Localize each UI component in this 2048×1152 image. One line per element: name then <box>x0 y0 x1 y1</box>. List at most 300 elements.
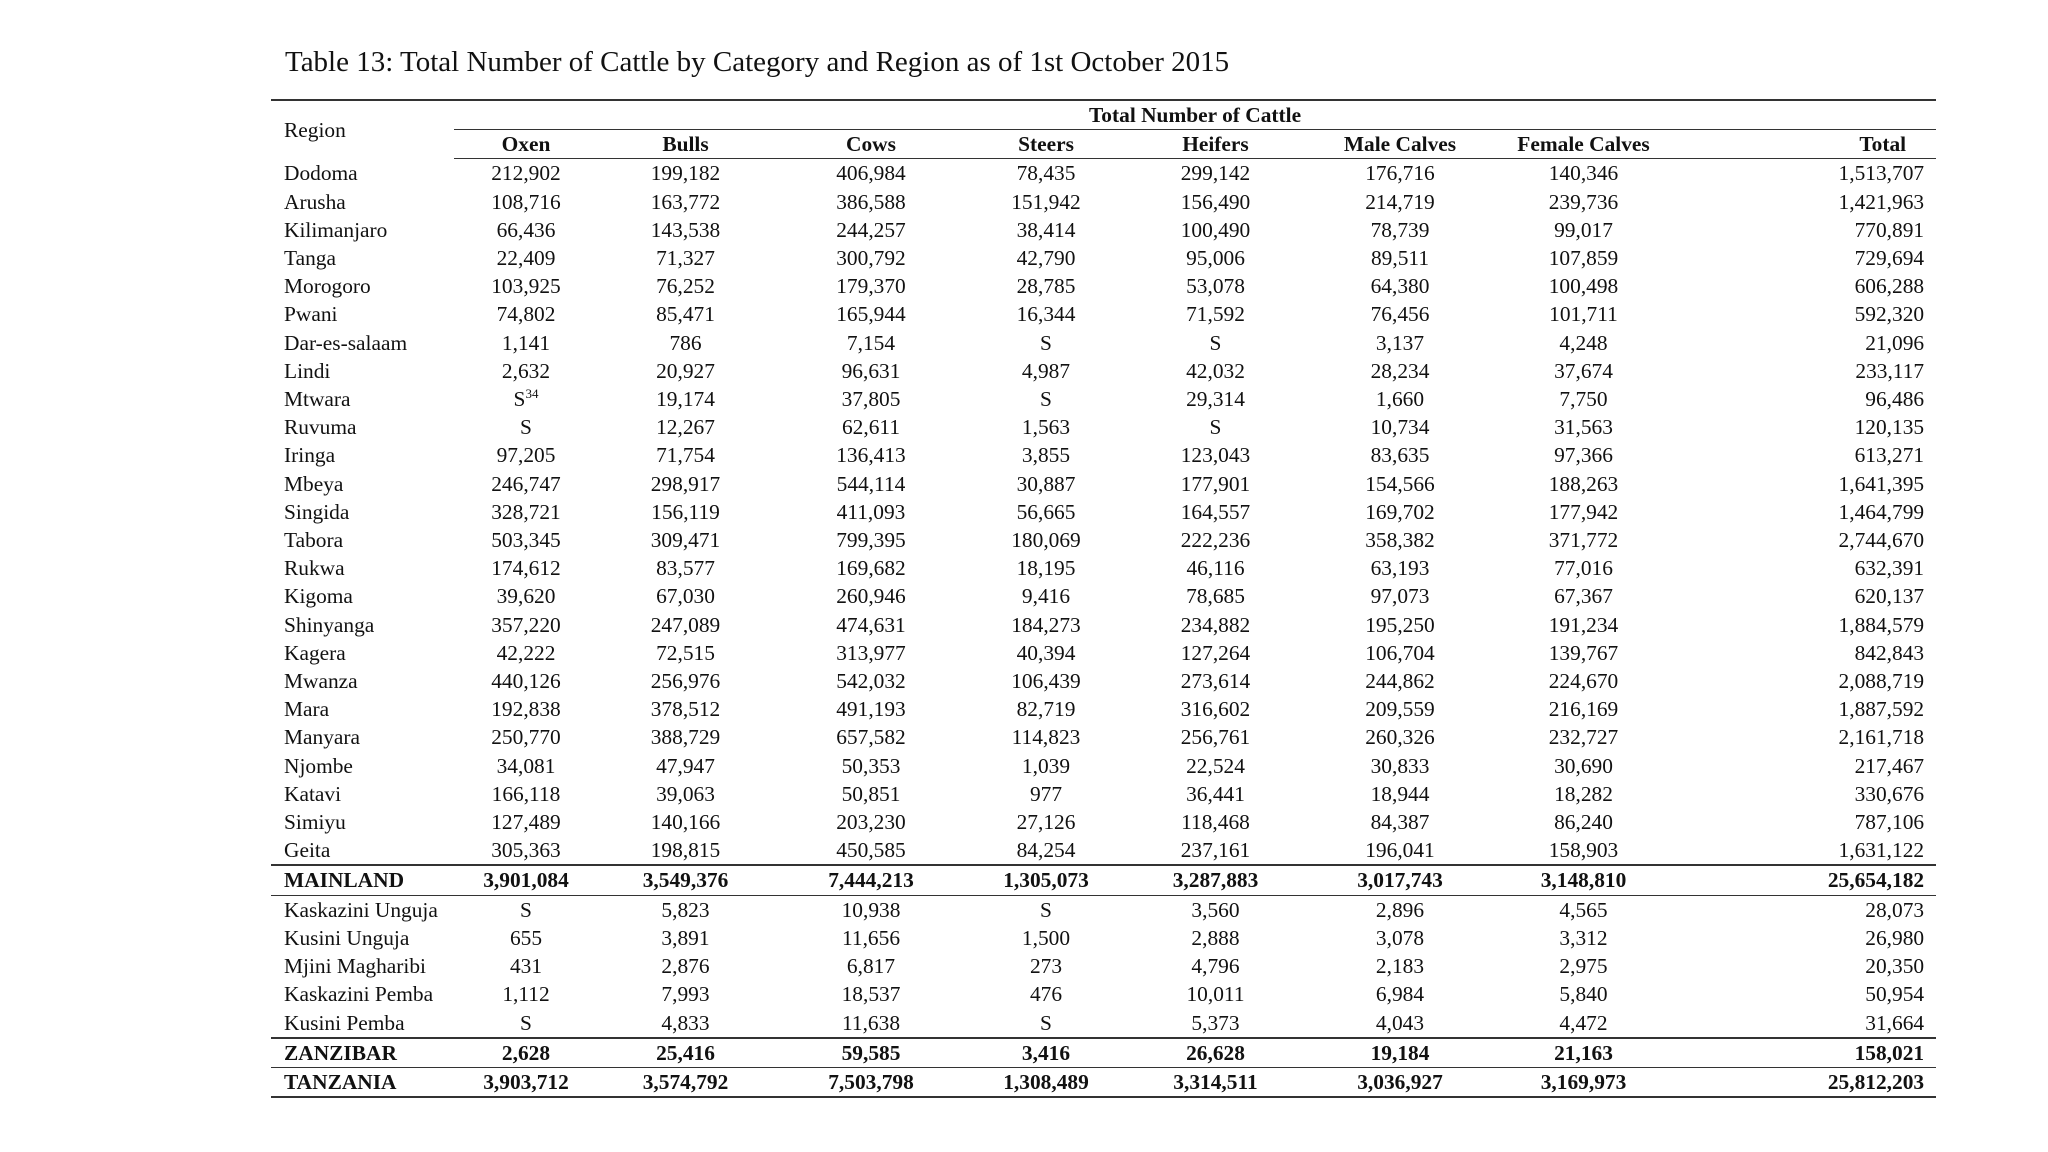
table-cell: 199,182 <box>650 161 721 186</box>
table-cell: 3,036,927 <box>1308 1067 1492 1097</box>
table-row <box>271 188 1936 216</box>
table-cell: 100,490 <box>1180 217 1251 242</box>
table-row <box>271 470 1936 498</box>
table-cell: 11,656 <box>841 925 901 950</box>
table-cell: 620,137 <box>1854 584 1925 609</box>
table-cell: 25,416 <box>598 1038 773 1068</box>
region-name: Geita <box>284 838 331 863</box>
table-cell: 30,690 <box>1554 753 1613 778</box>
table-row <box>271 526 1936 554</box>
table-cell: 7,154 <box>846 330 896 355</box>
table-cell: S <box>1040 1010 1052 1035</box>
table-row <box>271 441 1936 469</box>
column-header-female-calves: Female Calves <box>1492 130 1675 159</box>
table-body <box>271 159 1936 1097</box>
table-cell: 95,006 <box>1186 246 1245 271</box>
table-row <box>271 723 1936 751</box>
table-cell: 5,823 <box>661 897 710 922</box>
table-cell: 84,387 <box>1370 810 1430 835</box>
table-cell: 21,096 <box>1865 330 1925 355</box>
table-cell: 20,927 <box>656 358 715 383</box>
table-row <box>271 611 1936 639</box>
table-cell: 29,314 <box>1186 387 1245 412</box>
table-cell: 63,193 <box>1370 556 1430 581</box>
table-cell: 2,876 <box>661 954 710 979</box>
table-cell: 53,078 <box>1186 274 1245 299</box>
table-cell: 143,538 <box>650 217 721 242</box>
table-cell: 18,537 <box>841 982 901 1007</box>
table-cell: 491,193 <box>836 697 906 722</box>
table-cell: 3,078 <box>1375 925 1425 950</box>
region-name: Kigoma <box>284 584 353 609</box>
table-cell: 42,222 <box>496 640 556 665</box>
table-cell: 300,792 <box>836 246 906 271</box>
table-cell: 3,891 <box>661 925 710 950</box>
table-cell: 176,716 <box>1365 161 1435 186</box>
table-cell: 309,471 <box>650 528 721 553</box>
table-cell: 139,767 <box>1548 640 1619 665</box>
table-cell: 842,843 <box>1854 640 1925 665</box>
region-name: Mbeya <box>284 471 344 496</box>
group-header: Total Number of Cattle <box>454 100 1936 130</box>
table-cell: 71,327 <box>656 246 715 271</box>
table-row <box>271 498 1936 526</box>
table-cell: 606,288 <box>1854 274 1925 299</box>
cattle-table <box>271 99 1936 1098</box>
table-cell: 38,414 <box>1016 217 1076 242</box>
region-name: Kusini Unguja <box>284 925 410 950</box>
table-cell: 2,632 <box>501 358 551 383</box>
table-cell: 256,761 <box>1180 725 1251 750</box>
table-cell: 3,312 <box>1559 925 1608 950</box>
table-cell: 2,975 <box>1559 954 1608 979</box>
region-name: Mtwara <box>284 387 351 412</box>
table-cell: 107,859 <box>1548 246 1619 271</box>
table-cell <box>454 385 598 413</box>
table-cell: 158,021 <box>1675 1038 1936 1068</box>
region-column-header: Region <box>271 100 454 159</box>
table-cell: 431 <box>509 954 543 979</box>
table-cell: 357,220 <box>491 612 561 637</box>
table-cell: 3,287,883 <box>1123 865 1308 895</box>
table-cell: 7,444,213 <box>773 865 969 895</box>
table-cell: 234,882 <box>1180 612 1251 637</box>
table-cell: 3,137 <box>1375 330 1425 355</box>
table-cell: 3,560 <box>1191 897 1240 922</box>
table-cell: 18,282 <box>1554 781 1613 806</box>
table-cell: 42,790 <box>1016 246 1076 271</box>
table-cell: 47,947 <box>656 753 715 778</box>
table-cell: 39,063 <box>656 781 715 806</box>
table-cell: 25,654,182 <box>1675 865 1936 895</box>
zanzibar-row <box>271 1038 1936 1068</box>
table-cell: 476 <box>1029 982 1063 1007</box>
table-cell: S <box>520 415 532 440</box>
table-cell: 83,635 <box>1370 443 1430 468</box>
table-cell: 544,114 <box>836 471 906 496</box>
region-name: Mjini Magharibi <box>284 954 426 979</box>
table-cell: 388,729 <box>650 725 721 750</box>
table-row <box>271 272 1936 300</box>
column-header-bulls: Bulls <box>598 130 773 159</box>
table-cell: 4,796 <box>1191 954 1240 979</box>
table-cell: 7,993 <box>661 982 710 1007</box>
table-cell: 12,267 <box>656 415 715 440</box>
region-name: Iringa <box>284 443 336 468</box>
table-cell: 632,391 <box>1854 556 1925 581</box>
table-cell: 140,166 <box>650 810 721 835</box>
table-cell: 74,802 <box>496 302 556 327</box>
table-caption: Table 13: Total Number of Cattle by Category and Region as of 1st October 2015 <box>285 46 1230 78</box>
table-cell: 3,574,792 <box>598 1067 773 1097</box>
table-cell: 212,902 <box>491 161 561 186</box>
table-cell: 657,582 <box>836 725 906 750</box>
table-cell: 613,271 <box>1854 443 1925 468</box>
table-cell: 233,117 <box>1855 358 1925 383</box>
table-row <box>271 554 1936 582</box>
table-cell: 7,503,798 <box>773 1067 969 1097</box>
region-name: Kusini Pemba <box>284 1010 405 1035</box>
table-cell: 4,248 <box>1559 330 1608 355</box>
table-cell: 97,366 <box>1554 443 1613 468</box>
column-header-cows: Cows <box>773 130 969 159</box>
table-cell: 729,694 <box>1854 246 1925 271</box>
table-cell: 977 <box>1029 781 1063 806</box>
table-row <box>271 667 1936 695</box>
table-cell: 22,409 <box>496 246 556 271</box>
table-cell: 184,273 <box>1011 612 1081 637</box>
table-cell: 217,467 <box>1854 753 1925 778</box>
region-name: Manyara <box>284 725 361 750</box>
table-cell: 198,815 <box>650 838 721 863</box>
region-name: Tanga <box>284 246 336 271</box>
table-cell: S <box>520 1010 532 1035</box>
table-cell: 239,736 <box>1548 189 1619 214</box>
table-cell: 34,081 <box>496 753 556 778</box>
table-cell: 358,382 <box>1365 528 1435 553</box>
table-row <box>271 952 1936 980</box>
table-cell: 84,254 <box>1016 838 1076 863</box>
table-cell: 174,612 <box>491 556 561 581</box>
table-cell: 1,141 <box>501 330 551 355</box>
table-cell: 655 <box>509 925 543 950</box>
table-cell: 120,135 <box>1854 415 1925 440</box>
table-cell: 2,088,719 <box>1838 669 1925 694</box>
table-cell: 3,148,810 <box>1492 865 1675 895</box>
table-row <box>271 216 1936 244</box>
table-cell: 3,017,743 <box>1308 865 1492 895</box>
table-cell: 2,744,670 <box>1838 528 1925 553</box>
table-row <box>271 780 1936 808</box>
table-cell: 305,363 <box>491 838 561 863</box>
table-cell: 378,512 <box>650 697 721 722</box>
table-cell: 101,711 <box>1549 302 1618 327</box>
table-cell: S <box>1209 415 1222 440</box>
cell-value: S <box>513 387 526 412</box>
table-cell: 1,308,489 <box>969 1067 1123 1097</box>
table-cell: 39,620 <box>496 584 556 609</box>
table-row <box>271 582 1936 610</box>
table-cell: S <box>1040 387 1052 412</box>
table-cell: 330,676 <box>1854 781 1925 806</box>
table-row <box>271 244 1936 272</box>
table-cell: 188,263 <box>1548 471 1619 496</box>
region-name: Kaskazini Unguja <box>284 897 438 922</box>
table-cell: 36,441 <box>1186 781 1245 806</box>
table-cell: S <box>1209 330 1222 355</box>
table-cell: 209,559 <box>1365 697 1435 722</box>
table-cell: 28,073 <box>1865 897 1925 922</box>
table-cell: 85,471 <box>656 302 715 327</box>
table-cell: 76,252 <box>656 274 715 299</box>
table-cell: 4,043 <box>1375 1010 1425 1035</box>
table-cell: 154,566 <box>1365 471 1435 496</box>
table-cell: 1,887,592 <box>1838 697 1925 722</box>
table-cell: 156,119 <box>651 499 720 524</box>
table-cell: 192,838 <box>491 697 561 722</box>
table-cell: 64,380 <box>1370 274 1430 299</box>
footnote-marker: 34 <box>525 385 539 401</box>
table-cell: 83,577 <box>656 556 715 581</box>
table-cell: 106,704 <box>1365 640 1435 665</box>
region-name: Shinyanga <box>284 612 375 637</box>
table-cell: 474,631 <box>836 612 906 637</box>
table-cell: 11,638 <box>841 1010 901 1035</box>
table-cell: 164,557 <box>1180 499 1251 524</box>
table-cell: 770,891 <box>1854 217 1925 242</box>
table-row <box>271 385 1936 413</box>
table-cell: 25,812,203 <box>1675 1067 1936 1097</box>
table-cell: 28,785 <box>1016 274 1076 299</box>
table-cell: 1,513,707 <box>1838 161 1925 186</box>
table-cell: 542,032 <box>836 669 906 694</box>
table-cell: 27,126 <box>1016 810 1076 835</box>
table-cell: 66,436 <box>496 217 556 242</box>
table-cell: 6,984 <box>1375 982 1425 1007</box>
table-cell: 440,126 <box>491 669 561 694</box>
table-cell: 316,602 <box>1180 697 1251 722</box>
table-cell: 313,977 <box>836 640 906 665</box>
table-cell: 100,498 <box>1548 274 1619 299</box>
table-cell: 76,456 <box>1370 302 1430 327</box>
table-cell: 3,903,712 <box>454 1067 598 1097</box>
table-cell: 216,169 <box>1548 697 1619 722</box>
table-cell: 169,682 <box>836 556 906 581</box>
region-name: Simiyu <box>284 810 346 835</box>
table-cell: 1,563 <box>1021 415 1071 440</box>
table-cell: 232,727 <box>1548 725 1619 750</box>
table-cell: 108,716 <box>491 189 561 214</box>
table-cell: 21,163 <box>1492 1038 1675 1068</box>
table-cell: 20,350 <box>1865 954 1925 979</box>
region-name: Ruvuma <box>284 415 357 440</box>
table-cell: 273 <box>1029 954 1063 979</box>
table-cell: 19,174 <box>656 387 715 412</box>
table-row <box>271 752 1936 780</box>
table-cell: 127,264 <box>1180 640 1251 665</box>
table-cell: 62,611 <box>841 415 901 440</box>
table-cell: 3,416 <box>969 1038 1123 1068</box>
table-cell: 411,093 <box>836 499 906 524</box>
region-name: Dar-es-salaam <box>284 330 408 355</box>
table-cell: 1,884,579 <box>1838 612 1925 637</box>
table-cell: 786 <box>669 330 702 355</box>
region-name: Arusha <box>284 189 346 214</box>
table-cell: 18,195 <box>1016 556 1076 581</box>
table-cell: 222,236 <box>1180 528 1251 553</box>
table-row <box>271 639 1936 667</box>
table-cell: 450,585 <box>836 838 906 863</box>
table-row <box>271 924 1936 952</box>
table-cell: 177,901 <box>1180 471 1251 496</box>
table-cell: 82,719 <box>1016 697 1076 722</box>
table-cell: 250,770 <box>491 725 561 750</box>
region-name: Pwani <box>284 302 338 327</box>
table-cell: 1,039 <box>1021 753 1071 778</box>
table-cell: 1,305,073 <box>969 865 1123 895</box>
table-cell: 163,772 <box>650 189 721 214</box>
table-cell: 273,614 <box>1180 669 1251 694</box>
table-cell: 244,257 <box>836 217 906 242</box>
table-cell: 1,500 <box>1021 925 1071 950</box>
region-name: Kaskazini Pemba <box>284 982 434 1007</box>
table-cell: 71,754 <box>656 443 715 468</box>
region-name: Katavi <box>284 781 342 806</box>
table-cell: 16,344 <box>1016 302 1076 327</box>
table-cell: 386,588 <box>836 189 906 214</box>
table-cell: 3,314,511 <box>1123 1067 1308 1097</box>
table-cell: 26,628 <box>1123 1038 1308 1068</box>
table-cell: 71,592 <box>1186 302 1245 327</box>
table-cell: 77,016 <box>1554 556 1613 581</box>
column-header-steers: Steers <box>969 130 1123 159</box>
table-cell: 106,439 <box>1011 669 1081 694</box>
table-cell: 4,833 <box>661 1010 710 1035</box>
table-row <box>271 695 1936 723</box>
table-cell: 140,346 <box>1548 161 1619 186</box>
table-cell: 158,903 <box>1548 838 1619 863</box>
region-name: Singida <box>284 499 350 524</box>
table-cell: 4,472 <box>1559 1010 1608 1035</box>
table-cell: 37,674 <box>1554 358 1613 383</box>
table-row <box>271 329 1936 357</box>
table-cell: 260,946 <box>836 584 906 609</box>
table-cell: 30,887 <box>1016 471 1076 496</box>
table-cell: 4,987 <box>1021 358 1071 383</box>
table-cell: 371,772 <box>1548 528 1619 553</box>
table-cell: 10,938 <box>841 897 901 922</box>
table-row <box>271 1009 1936 1038</box>
table-cell: 298,917 <box>650 471 721 496</box>
table-cell: 96,631 <box>841 358 901 383</box>
table-cell: S <box>1040 330 1052 355</box>
table-cell: 5,840 <box>1559 982 1608 1007</box>
table-cell: 799,395 <box>836 528 906 553</box>
table-row <box>271 836 1936 865</box>
table-cell: 31,563 <box>1554 415 1613 440</box>
table-cell: 127,489 <box>491 810 561 835</box>
region-name: Tabora <box>284 528 344 553</box>
table-cell: 28,234 <box>1370 358 1430 383</box>
table-cell: 46,116 <box>1186 556 1245 581</box>
table-cell: 195,250 <box>1365 612 1435 637</box>
table-cell: 328,721 <box>491 499 561 524</box>
table-cell: 78,435 <box>1016 161 1076 186</box>
table-row <box>271 895 1936 924</box>
table-cell: 1,464,799 <box>1838 499 1925 524</box>
table-cell: 2,183 <box>1375 954 1425 979</box>
table-cell: 4,565 <box>1559 897 1608 922</box>
table-cell: 2,888 <box>1191 925 1240 950</box>
table-cell: 191,234 <box>1548 612 1619 637</box>
region-name: Morogoro <box>284 274 371 299</box>
table-cell: 19,184 <box>1308 1038 1492 1068</box>
region-name: Njombe <box>284 753 353 778</box>
table-row <box>271 159 1936 188</box>
region-name: Mara <box>284 697 330 722</box>
table-cell: 89,511 <box>1370 246 1430 271</box>
table-cell: 50,353 <box>841 753 901 778</box>
table-row <box>271 357 1936 385</box>
table-cell: 59,585 <box>773 1038 969 1068</box>
table-cell: 5,373 <box>1191 1010 1240 1035</box>
table-cell: 169,702 <box>1365 499 1435 524</box>
region-name: Lindi <box>284 358 331 383</box>
table-cell: 503,345 <box>491 528 561 553</box>
table-cell: 40,394 <box>1016 640 1076 665</box>
region-name: MAINLAND <box>271 865 454 895</box>
table-cell: 72,515 <box>656 640 715 665</box>
table-cell: 9,416 <box>1021 584 1071 609</box>
table-cell: 26,980 <box>1865 925 1925 950</box>
table-cell: 22,524 <box>1186 753 1245 778</box>
table-cell: 256,976 <box>650 669 721 694</box>
region-name: Kilimanjaro <box>284 217 388 242</box>
table-cell: 180,069 <box>1011 528 1081 553</box>
table-cell: 1,112 <box>502 982 550 1007</box>
table-cell: 2,896 <box>1375 897 1425 922</box>
table-cell: 151,942 <box>1011 189 1081 214</box>
table-cell: 196,041 <box>1365 838 1435 863</box>
table-cell: 2,628 <box>454 1038 598 1068</box>
table-cell: 166,118 <box>491 781 561 806</box>
table-cell: 3,549,376 <box>598 865 773 895</box>
table-cell: 96,486 <box>1865 387 1925 412</box>
table-cell: 37,805 <box>841 387 901 412</box>
table-cell: 1,631,122 <box>1838 838 1925 863</box>
table-cell: 246,747 <box>491 471 561 496</box>
region-name: ZANZIBAR <box>271 1038 454 1068</box>
table-cell: 97,205 <box>496 443 556 468</box>
region-name: Rukwa <box>284 556 345 581</box>
table-cell: 787,106 <box>1854 810 1925 835</box>
table-cell: 86,240 <box>1554 810 1613 835</box>
table-cell: 3,855 <box>1021 443 1071 468</box>
table-cell: 177,942 <box>1548 499 1619 524</box>
table-cell: 42,032 <box>1186 358 1245 383</box>
table-cell: 67,030 <box>656 584 715 609</box>
table-cell: 30,833 <box>1370 753 1430 778</box>
table-row <box>271 980 1936 1008</box>
table-cell: 3,169,973 <box>1492 1067 1675 1097</box>
table-cell: 6,817 <box>846 954 896 979</box>
column-header-oxen: Oxen <box>454 130 598 159</box>
column-header-total: Total <box>1675 130 1936 159</box>
table-cell: 156,490 <box>1180 189 1251 214</box>
table-cell: 50,851 <box>841 781 901 806</box>
table-cell: 1,421,963 <box>1838 189 1925 214</box>
table-cell: 50,954 <box>1865 982 1925 1007</box>
